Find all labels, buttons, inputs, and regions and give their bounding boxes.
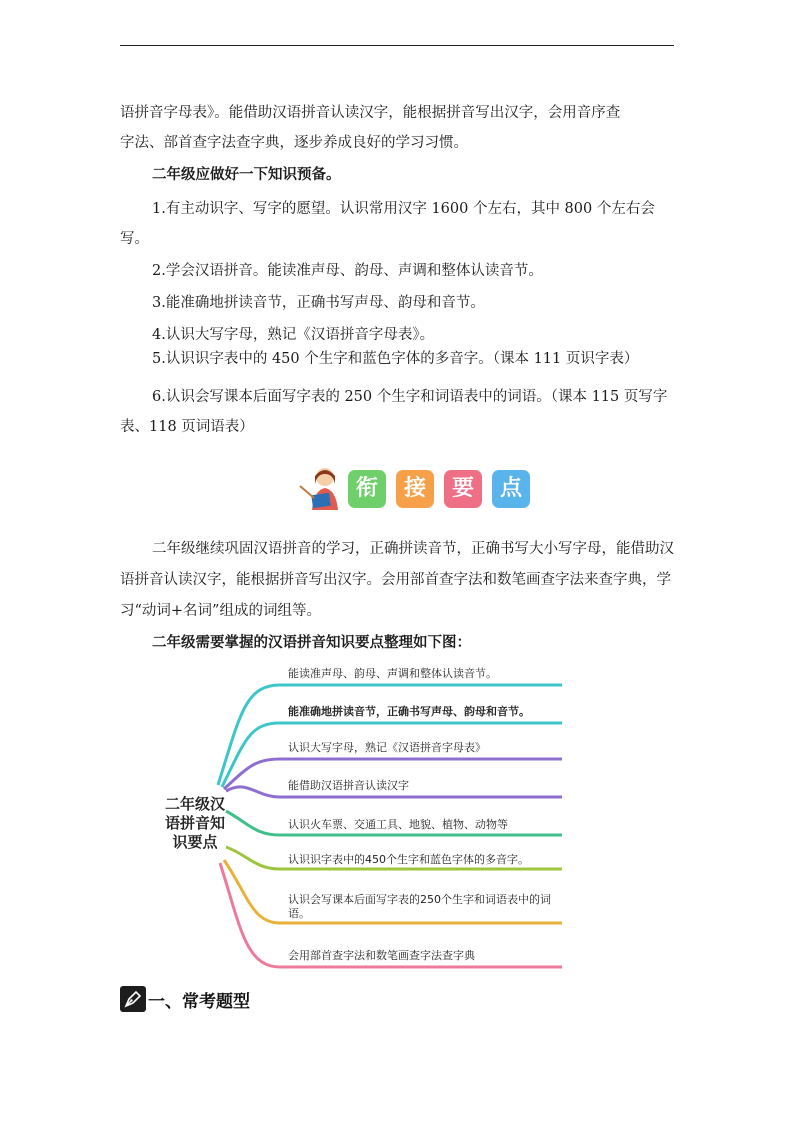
banner-char-1: 衔 [348,470,386,508]
mindmap-item-1: 能读准声母、韵母、声调和整体认读音节。 [288,667,497,680]
prep-item-3: 3.能准确地拼读音节，正确书写声母、韵母和音节。 [152,295,485,311]
mindmap-item-6: 认识识字表中的450个生字和蓝色字体的多音字。 [288,853,529,866]
prep-item-5: 5.认识识字表中的 450 个生字和蓝色字体的多音字。（课本 111 页识字表） [152,351,639,367]
mindmap-item-2: 能准确地拼读音节，正确书写声母、韵母和音节。 [288,705,530,718]
mindmap-center-node [150,795,240,852]
teacher-reading-icon [298,464,344,512]
prep-item-2: 2.学会汉语拼音。能读准声母、韵母、声调和整体认读音节。 [152,263,543,279]
pinyin-mindmap [140,655,570,975]
mindmap-center-line-2: 语拼音知 [164,814,225,832]
mindmap-item-5: 认识火车票、交通工具、地貌、植物、动物等 [288,818,508,831]
mindmap-item-8: 会用部首查字法和数笔画查字法查字典 [288,949,475,962]
summary-paragraph: 二年级继续巩固汉语拼音的学习，正确拼读音节，正确书写大小写字母，能借助汉语拼音认读汉字，能根据拼音写出汉字。会用部首查字法和数笔画查字法来查字典，学习“动词+名词”组成的词组等。 [120,541,674,619]
prep-heading: 二年级应做好一下知识预备。 [152,167,341,183]
mindmap-item-7: 认识会写课本后面写字表的250个生字和词语表中的词语。 [288,893,551,920]
prep-item-1: 1.有主动识字、写字的愿望。认识常用汉字 1600 个左右，其中 800 个左右会写。 [120,201,655,247]
intro-line-1: 语拼音字母表》。能借助汉语拼音认读汉字，能根据拼音写出汉字，会用音序查 [120,105,621,121]
header-rule [120,45,674,46]
section-title: 一、常考题型 [148,991,250,1012]
mindmap-center-line-1: 二年级汉 [164,795,225,813]
prep-item-4: 4.认识大写字母，熟记《汉语拼音字母表》。 [152,327,435,343]
intro-line-2: 字法、部首查字法查字典，逐步养成良好的学习习惯。 [120,135,468,151]
mindmap-heading: 二年级需要掌握的汉语拼音知识要点整理如下图： [152,635,471,651]
banner-char-2: 接 [396,470,434,508]
section-heading [120,985,250,1013]
mindmap-center-line-3: 识要点 [172,833,218,851]
banner-char-3: 要 [444,470,482,508]
mindmap-item-3: 认识大写字母，熟记《汉语拼音字母表》 [288,741,486,754]
connection-points-banner [298,464,538,512]
pen-icon [120,986,146,1012]
banner-char-4: 点 [492,470,530,508]
mindmap-item-4: 能借助汉语拼音认读汉字 [288,779,409,792]
prep-item-6: 6.认识会写课本后面写字表的 250 个生字和词语表中的词语。（课本 115 页写字表、118 页词语表） [120,389,668,435]
